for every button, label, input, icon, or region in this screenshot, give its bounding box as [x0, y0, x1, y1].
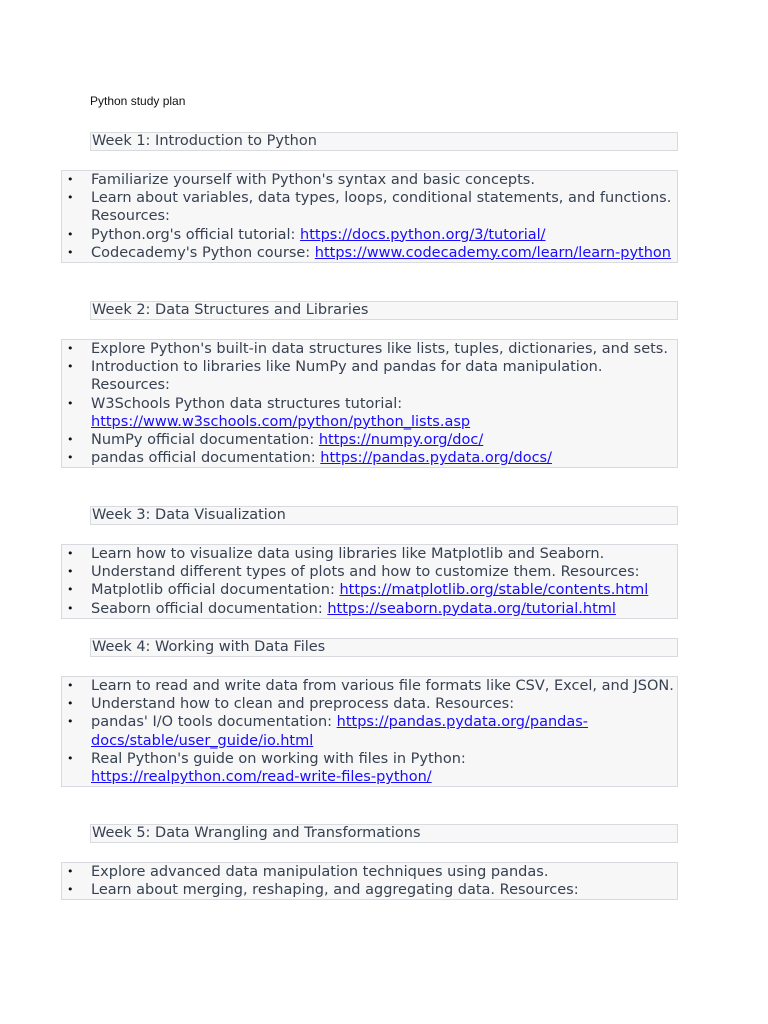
bullet-icon: •	[67, 227, 74, 241]
bullet-icon: •	[67, 360, 74, 374]
week-heading: Week 1: Introduction to Python	[90, 132, 678, 151]
bullet-icon: •	[67, 715, 74, 729]
list-item: • Understand different types of plots and how to customize them. Resources:	[67, 564, 640, 581]
list-item: • Python.org's official tutorial: https://docs.python.org/3/tutorial/	[67, 226, 546, 243]
list-item: • Learn about merging, reshaping, and aggregating data. Resources:	[67, 882, 579, 899]
list-item: • Learn to read and write data from various file formats like CSV, Excel, and JSON.	[67, 678, 674, 694]
week-heading: Week 5: Data Wrangling and Transformations	[90, 824, 678, 843]
resource-link[interactable]: https://www.w3schools.com/python/python_lists.asp	[91, 413, 471, 430]
bullet-icon: •	[67, 679, 74, 692]
resource-link[interactable]: https://pandas.pydata.org/pandas-docs/stable/user_guide/io.html	[91, 714, 589, 749]
list-item: • Codecademy's Python course: https://www.codecademy.com/learn/learn-python	[67, 244, 671, 261]
bullet-icon: •	[67, 583, 74, 597]
bullet-icon: •	[67, 451, 74, 465]
bullet-icon: •	[67, 601, 74, 615]
list-item: • Matplotlib official documentation: https://matplotlib.org/stable/contents.html	[67, 582, 649, 599]
document-title: Python study plan	[90, 94, 186, 108]
resource-link[interactable]: https://numpy.org/doc/	[318, 432, 484, 449]
list-item: • pandas' I/O tools documentation: https://pandas.pydata.org/pandas-docs/stable/user_guide/io.html	[67, 714, 589, 749]
bullet-icon: •	[67, 697, 74, 711]
week-heading: Week 3: Data Visualization	[90, 506, 678, 525]
week-1-section	[61, 132, 678, 279]
list-item: • Learn about variables, data types, loops, conditional statements, and functions. Resources:	[67, 190, 672, 225]
list-item: • W3Schools Python data structures tutorial: https://www.w3schools.com/python/python_lists.asp	[67, 395, 471, 430]
bullet-icon: •	[67, 565, 74, 579]
week-items-list	[61, 339, 678, 468]
bullet-icon: •	[67, 433, 74, 447]
list-item: • Introduction to libraries like NumPy and pandas for data manipulation. Resources:	[67, 359, 603, 394]
resource-link[interactable]: https://pandas.pydata.org/docs/	[320, 450, 552, 467]
week-items-list	[61, 862, 678, 900]
bullet-icon: •	[67, 342, 74, 355]
list-item: • Understand how to clean and preprocess data. Resources:	[67, 696, 515, 713]
resource-link[interactable]: https://realpython.com/read-write-files-python/	[91, 769, 432, 786]
list-item: • Explore advanced data manipulation techniques using pandas.	[67, 864, 549, 880]
list-item: • pandas official documentation: https://pandas.pydata.org/docs/	[67, 450, 552, 467]
bullet-icon: •	[67, 547, 74, 560]
week-5-section	[61, 824, 678, 916]
resource-link[interactable]: https://docs.python.org/3/tutorial/	[300, 226, 546, 243]
list-item: • Explore Python's built-in data structures like lists, tuples, dictionaries, and sets.	[67, 341, 668, 357]
week-items-list	[61, 676, 678, 787]
week-items-list	[61, 544, 678, 619]
resource-link[interactable]: https://seaborn.pydata.org/tutorial.html	[327, 600, 616, 617]
bullet-icon: •	[67, 245, 74, 259]
week-heading: Week 2: Data Structures and Libraries	[90, 301, 678, 320]
week-heading: Week 4: Working with Data Files	[90, 638, 678, 657]
list-item: • Familiarize yourself with Python's syntax and basic concepts.	[67, 172, 535, 188]
list-item: • Learn how to visualize data using libraries like Matplotlib and Seaborn.	[67, 546, 605, 562]
list-item: • Real Python's guide on working with files in Python: https://realpython.com/read-write-files-python/	[67, 750, 466, 786]
resource-link[interactable]: https://www.codecademy.com/learn/learn-python	[314, 244, 671, 261]
bullet-icon: •	[67, 396, 74, 410]
week-4-section	[61, 638, 678, 803]
bullet-icon: •	[67, 751, 74, 765]
week-3-section	[61, 506, 678, 635]
bullet-icon: •	[67, 865, 74, 878]
resource-link[interactable]: https://matplotlib.org/stable/contents.html	[339, 582, 649, 599]
list-item: • NumPy official documentation: https://numpy.org/doc/	[67, 432, 484, 449]
week-items-list	[61, 170, 678, 263]
week-2-section	[61, 301, 678, 484]
bullet-icon: •	[67, 191, 74, 205]
bullet-icon: •	[67, 883, 74, 897]
bullet-icon: •	[67, 173, 74, 186]
list-item: • Seaborn official documentation: https://seaborn.pydata.org/tutorial.html	[67, 600, 616, 617]
